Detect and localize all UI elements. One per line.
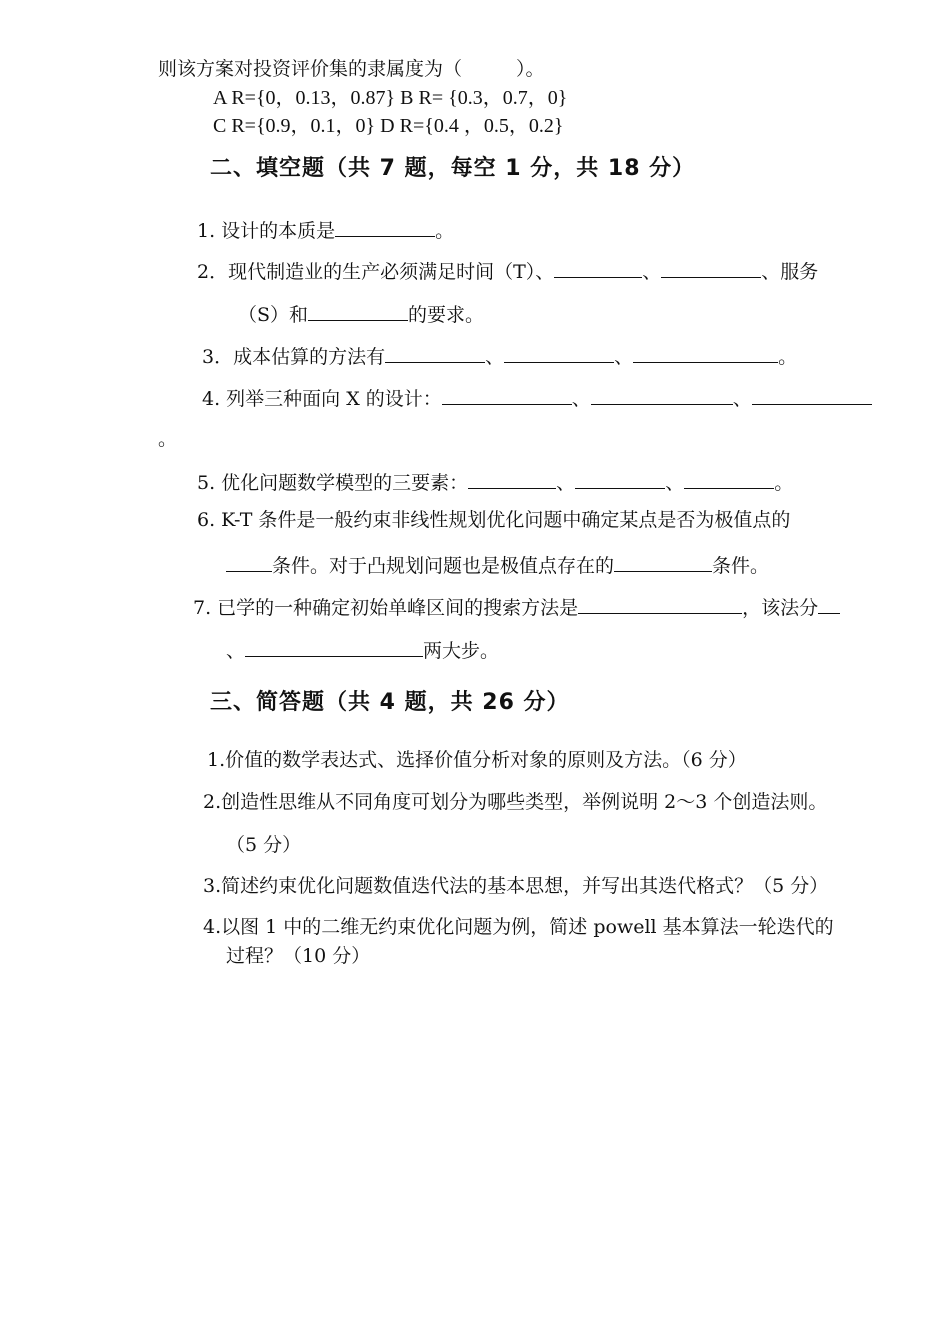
- fill-question-2-cont: （S）和 的要求。: [238, 304, 485, 326]
- fill-question-4-end: 。: [158, 428, 178, 450]
- answer-blank[interactable]: [442, 386, 572, 405]
- answer-blank[interactable]: [591, 386, 733, 405]
- answer-blank[interactable]: [614, 553, 712, 572]
- fill-question-6: 6. K-T 条件是一般约束非线性规划优化问题中确定某点是否为极值点的: [197, 509, 791, 531]
- short-question-1: 1.价值的数学表达式、选择价值分析对象的原则及方法。（6 分）: [207, 749, 747, 771]
- answer-blank[interactable]: [245, 638, 423, 657]
- answer-blank[interactable]: [578, 595, 742, 614]
- fill-question-4: 4. 列举三种面向 X 的设计： 、 、: [202, 386, 872, 409]
- short-question-2-cont: （5 分）: [226, 834, 302, 856]
- fill-question-3: 3．成本估算的方法有 、 、 。: [202, 346, 798, 368]
- answer-blank[interactable]: [504, 344, 614, 363]
- answer-blank[interactable]: [633, 344, 778, 363]
- short-question-2: 2.创造性思维从不同角度可划分为哪些类型，举例说明 2～3 个创造法则。: [203, 791, 828, 813]
- section-title-fill-in: 二、填空题（共 7 题，每空 1 分，共 18 分）: [210, 156, 696, 181]
- fill-question-5: 5. 优化问题数学模型的三要素： 、 、 。: [197, 472, 794, 494]
- section-title-short-answer: 三、简答题（共 4 题，共 26 分）: [210, 690, 570, 715]
- answer-blank[interactable]: [575, 470, 665, 489]
- fill-question-6-cont: 条件。对于凸规划问题也是极值点存在的 条件。: [226, 553, 769, 576]
- answer-blank[interactable]: [818, 595, 840, 614]
- answer-blank[interactable]: [385, 344, 485, 363]
- answer-blank[interactable]: [554, 259, 642, 278]
- answer-blank[interactable]: [468, 470, 556, 489]
- answer-blank[interactable]: [226, 553, 272, 572]
- option-line-cd: C R={0.9，0.1，0} D R={0.4 ，0.5，0.2}: [213, 115, 564, 137]
- option-line-ab: A R={0，0.13，0.87} B R= {0.3，0.7，0}: [213, 87, 568, 109]
- short-question-4-cont: 过程？（10 分）: [226, 945, 371, 967]
- answer-blank[interactable]: [308, 302, 408, 321]
- answer-blank[interactable]: [335, 218, 435, 237]
- fill-question-7: 7. 已学的一种确定初始单峰区间的搜索方法是 ，该法分: [193, 595, 840, 618]
- fill-question-2: 2．现代制造业的生产必须满足时间（T）、 、 、服务: [197, 261, 819, 283]
- short-question-3: 3.简述约束优化问题数值迭代法的基本思想，并写出其迭代格式？（5 分）: [203, 875, 829, 897]
- answer-blank[interactable]: [661, 259, 761, 278]
- short-question-4: 4.以图 1 中的二维无约束优化问题为例，简述 powell 基本算法一轮迭代的: [203, 916, 834, 938]
- answer-blank[interactable]: [684, 470, 774, 489]
- answer-blank[interactable]: [752, 386, 872, 405]
- fill-question-1: 1. 设计的本质是 。: [197, 220, 455, 242]
- fill-question-7-cont: 、 两大步。: [226, 640, 500, 662]
- question-stem: 则该方案对投资评价集的隶属度为（ ）。: [158, 58, 545, 80]
